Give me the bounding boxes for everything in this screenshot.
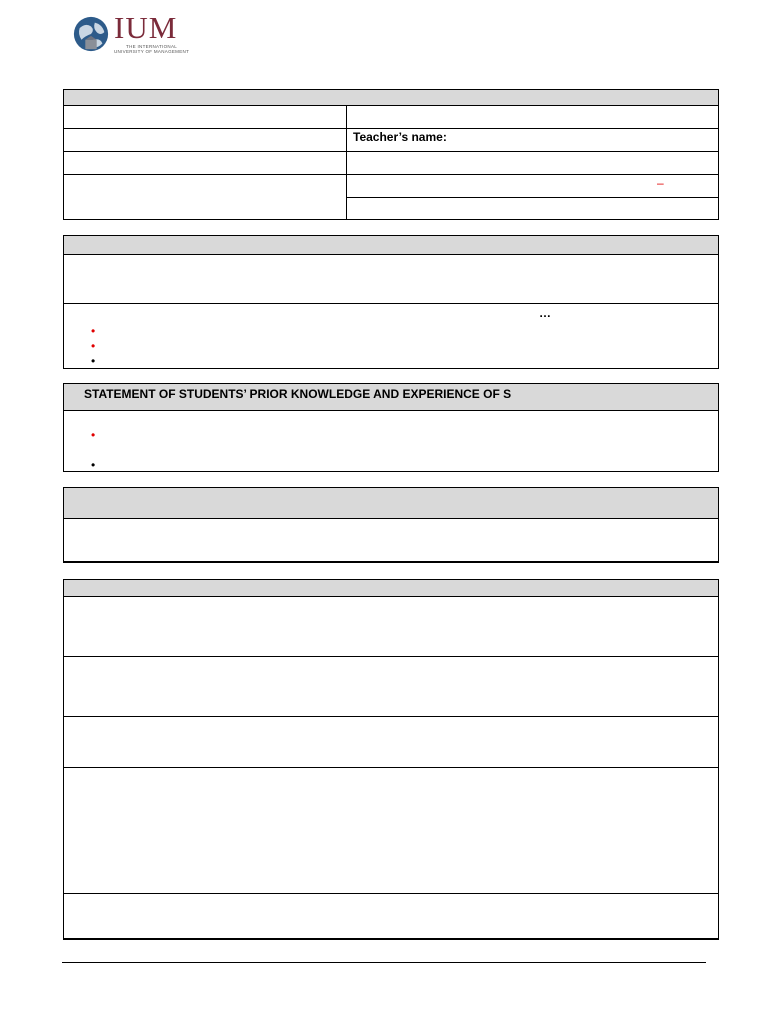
field-right-5[interactable]	[347, 198, 719, 220]
section-five	[63, 579, 719, 940]
objective-bullet-1: •	[91, 324, 96, 338]
section-five-field-1[interactable]	[64, 597, 718, 656]
globe-icon	[72, 15, 110, 53]
university-logo	[72, 12, 189, 56]
prior-knowledge-title: STATEMENT OF STUDENTS’ PRIOR KNOWLEDGE AND EXPERIENCE OF S	[84, 387, 512, 401]
prior-knowledge-section	[63, 383, 719, 472]
logo-wordmark: IUM	[114, 10, 178, 45]
field-left-2[interactable]	[64, 129, 346, 151]
red-dash-mark: –	[657, 176, 664, 190]
section-five-field-4[interactable]	[64, 768, 718, 893]
section-four-header	[64, 488, 718, 519]
objective-bullet-3: •	[91, 354, 96, 368]
prior-bullet-2: •	[91, 458, 96, 472]
objective-bullet-2: •	[91, 339, 96, 353]
section-four	[63, 487, 719, 563]
prior-knowledge-header	[64, 384, 718, 411]
lesson-info-table	[63, 89, 719, 220]
field-left-3[interactable]	[64, 152, 346, 174]
field-right-1[interactable]	[347, 106, 719, 128]
logo-tagline-2: UNIVERSITY OF MANAGEMENT	[114, 49, 190, 54]
objectives-field[interactable]	[64, 256, 718, 302]
field-left-1[interactable]	[64, 106, 346, 128]
logo-tagline-1: THE INTERNATIONAL	[126, 44, 178, 49]
section-four-field[interactable]	[64, 519, 718, 561]
objectives-header	[64, 236, 718, 255]
objectives-section	[63, 235, 719, 369]
lesson-info-header	[64, 90, 718, 106]
section-five-header	[64, 580, 718, 597]
teacher-name-label: Teacher’s name:	[353, 130, 447, 144]
field-right-3[interactable]	[347, 152, 719, 174]
field-left-4[interactable]	[64, 175, 346, 220]
section-five-field-2[interactable]	[64, 657, 718, 716]
ellipsis-text: …	[539, 306, 551, 320]
section-five-field-3[interactable]	[64, 717, 718, 767]
prior-bullet-1: •	[91, 428, 96, 442]
footer-divider	[62, 962, 706, 963]
section-five-field-5[interactable]	[64, 894, 718, 938]
